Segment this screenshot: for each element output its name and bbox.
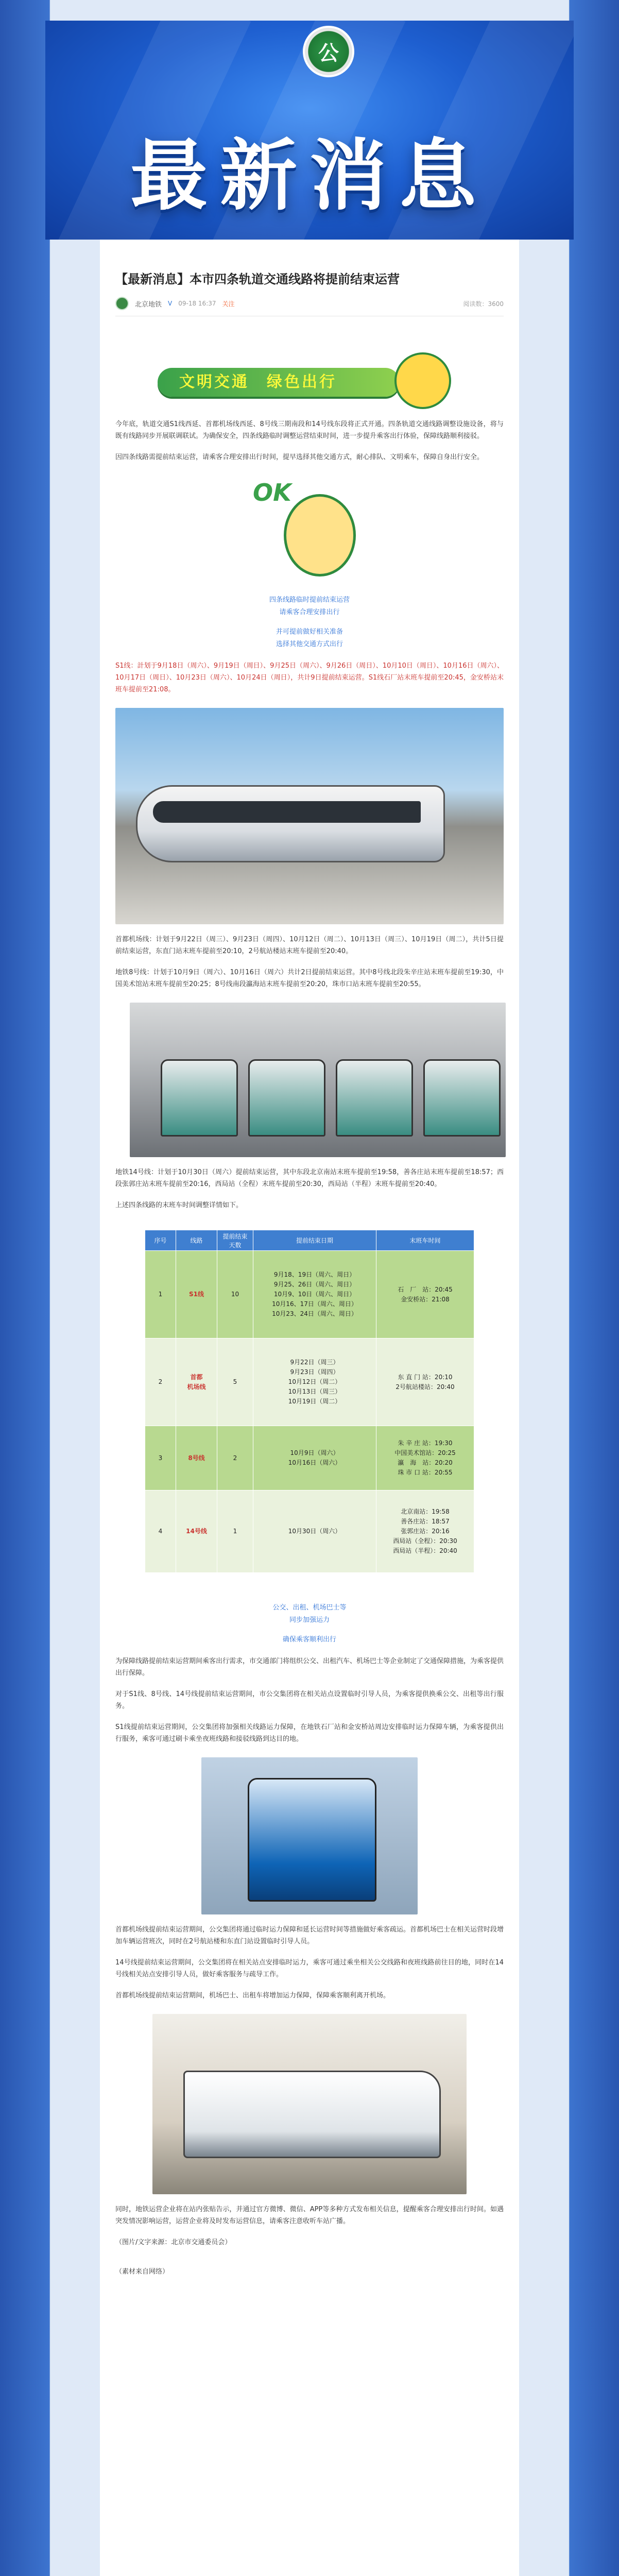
table-header: 提前结束日期 [253, 1230, 376, 1251]
center-line: 并可提前做好相关准备 [276, 628, 343, 636]
view-count: 阅读数：3600 [463, 300, 504, 308]
s1-paragraph: S1线：計划于9月18日（周六）、9月19日（周日）、9月25日（周六）、9月26日（周日）、10月10日（周日）、10月16日（周六）、10月17日（周日）、10月23日（周六）、10月24日（周日），共计9日提前结束运营。S1线石厂站末班车提前至20:45，金安桥站末班车提前至21:08。 [115, 662, 504, 693]
follow-button[interactable]: 关注 [222, 300, 235, 308]
closing-paragraph: 同时，地铁运营企业将在站内张贴告示，并通过官方微博、微信、APP等多种方式发布相关信息，提醒乘客合理安排出行时间。如遇突发情况影响运营，运营企业将及时发布运营信息，请乘客注意收听车站广播。 [115, 2206, 504, 2225]
author-name[interactable]: 北京地铁 [135, 300, 162, 309]
header-banner [45, 21, 574, 240]
adjust-paragraph: 上述四条线路的末班车时间调整详情如下。 [115, 1201, 243, 1209]
reason-paragraph: 因四条线路需提前结束运营，请乘客合理安排出行时间，提早选择其他交通方式，耐心排队、文明乘车，保障自身出行安全。 [115, 453, 484, 461]
mascot-icon [394, 352, 451, 409]
table-header: 序号 [145, 1230, 176, 1251]
ok-mascot-icon [253, 479, 366, 587]
schedule-table [145, 1230, 474, 1573]
airport-coach-photo [152, 2014, 467, 2194]
airport-bus-paragraph: 首都机场线提前结束运营期间，公交集团将通过临时运力保障和延长运营时间等措施做好乘客疏运。首都机场巴士在相关运营时段增加车辆运营班次，同时在2号航站楼和东直门站设置临时引导人员。 [115, 1926, 504, 1945]
verified-icon: V [168, 300, 173, 307]
author-avatar[interactable] [115, 297, 129, 310]
line8-paragraph: 地铁8号线：计划于10月9日（周六）、10月16日（周六）共计2日提前结束运营。其中8号线北段朱辛庄站末班车提前至19:30，中国美术馆站末班车提前至20:25；8号线南段瀛海站末班车提前至20:20，珠市口站末班车提前至20:55。 [115, 969, 504, 988]
publish-date: 09-18 16:37 [178, 300, 216, 307]
bus-intro-paragraph: 为保障线路提前结束运营期间乘客出行需求，市交通部门将组织公交、出租汽车、机场巴士等企业制定了交通保障措施，为乘客提供出行保障。 [115, 1657, 504, 1677]
table-header: 线路 [176, 1230, 217, 1251]
source-note: （图片/文字来源：北京市交通委员会） [115, 2239, 232, 2246]
table-row: 1 S1线 10 9月18、19日（周六、周日） 9月25、26日（周六、周日） 10月9、10日（周六、周日） 10月16、17日（周六、周日） 10月23、24日（周六、周日） 石 厂 站：20:45 金安桥站：21:08 [145, 1251, 474, 1338]
article-content [100, 240, 519, 2576]
airport-paragraph: 首都机场线：计划于9月22日（周三）、9月23日（周四）、10月12日（周二）、10月13日（周三）、10月19日（周二），共计5日提前结束运营，东直门站末班车提前至20:10，2号航站楼站末班车提前至20:40。 [115, 936, 504, 955]
slogan-graphic [158, 352, 461, 409]
footer-note: （素材来自网络） [115, 2268, 169, 2276]
line14-bus-paragraph: 14号线提前结束运营期间，公交集团将在相关站点安排临时运力，乘客可通过乘坐相关公交线路和夜班线路前往目的地，同时在14号线相关站点安排引导人员，做好乘客服务与疏导工作。 [115, 1959, 504, 1978]
intro-paragraph: 今年底，轨道交通S1线西延、首都机场线西延、8号线三期南段和14号线东段将正式开通。四条轨道交通线路调整设施设备，将与既有线路同步开展联调联试。为确保安全，四条线路临时调整运营结束时间，进一步提升乘客出行体验，保障线路顺利接驳。 [115, 420, 504, 440]
table-row: 2 首都 机场线 5 9月22日（周三） 9月23日（周四） 10月12日（周二） 10月13日（周三） 10月19日（周二） 东 直 门 站：20:10 2号航站楼站：20:40 [145, 1338, 474, 1426]
center-line: 公交、出租、机场巴士等 [272, 1604, 347, 1612]
center-line: 确保乘客顺利出行 [282, 1636, 336, 1643]
banner-title: 最新消息 [130, 131, 489, 221]
article-title: 【最新消息】本市四条轨道交通线路将提前结束运营 [115, 272, 400, 286]
table-header: 提前结束 天数 [217, 1230, 253, 1251]
article-meta [115, 296, 504, 311]
taxi-paragraph: 首都机场线提前结束运营期间，机场巴士、出租车将增加运力保障，保障乘客顺利离开机场。 [115, 1992, 390, 1999]
s1-bus-paragraph: S1线提前结束运营期间，公交集团将加强相关线路运力保障，在地铁石厂站和金安桥站周边安排临时运力保障车辆，为乘客提供出行服务，乘客可通过刷卡乘坐夜班线路和接驳线路到达目的地。 [115, 1723, 504, 1743]
police-emblem-icon: 公 [303, 26, 354, 77]
bus-detail-paragraph: 对于S1线、8号线、14号线提前结束运营期间，市公交集团将在相关站点设置临时引导人员，为乘客提供换乘公交、出租等出行服务。 [115, 1690, 504, 1710]
center-line: 同步加强运力 [289, 1616, 330, 1624]
ok-label: OK [253, 479, 291, 506]
line14-paragraph: 地铁14号线：计划于10月30日（周六）提前结束运营，其中东段北京南站末班车提前至19:58，善各庄站末班车提前至18:57；西段张郭庄站末班车提前至20:16，西局站（全程）末班车提前至20:30，西局站（半程）末班车提前至20:40。 [115, 1168, 504, 1188]
subway-train-photo [115, 708, 504, 924]
center-line: 请乘客合理安排出行 [279, 608, 340, 616]
slogan-text: 文明交通 绿色出行 [158, 368, 400, 397]
table-row: 4 14号线 1 10月30日（周六） 北京南站：19:58 善各庄站：18:57 张郭庄站：20:16 西局站（全程）：20:30 西局站（半程）：20:40 [145, 1490, 474, 1573]
center-line: 四条线路临时提前结束运营 [269, 596, 350, 604]
table-header: 末班车时间 [376, 1230, 474, 1251]
center-line: 选择其他交通方式出行 [276, 640, 343, 648]
subway-depot-photo [130, 1003, 506, 1157]
table-row: 3 8号线 2 10月9日（周六） 10月16日（周六） 朱 辛 庄 站：19:30 中国美术馆站：20:25 瀛 海 站：20:20 珠 市 口 站：20:55 [145, 1426, 474, 1490]
city-bus-photo [201, 1757, 418, 1914]
